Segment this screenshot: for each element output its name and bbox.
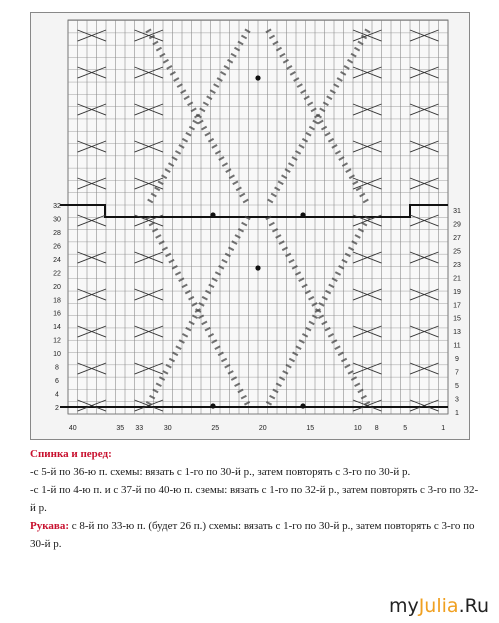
- col-label-bottom: 35: [116, 425, 125, 432]
- row-label-right: 21: [453, 275, 461, 283]
- bobble-dot: [255, 75, 260, 80]
- col-label-bottom: 30: [163, 425, 172, 432]
- bobble-dot: [300, 212, 305, 217]
- row-label-left: 10: [53, 351, 61, 359]
- watermark-suffix: .Ru: [458, 595, 489, 617]
- row-label-left: 12: [53, 337, 61, 345]
- col-label-bottom: 25: [211, 425, 220, 432]
- row-label-right: 19: [453, 288, 461, 296]
- row-label-left: 6: [55, 378, 59, 386]
- section1-line2: -с 1-й по 4-ю п. и с 37-й по 40-ю п. сземы: вязать с 1-го по 32-й р., затем повторять с 3-го по 32-й р.: [30, 484, 479, 514]
- row-label-left: 24: [53, 256, 61, 264]
- col-label-bottom: 1: [441, 425, 446, 432]
- row-label-right: 11: [453, 342, 461, 350]
- bobble-dot: [300, 403, 305, 408]
- row-label-left: 26: [53, 243, 61, 251]
- row-label-right: 7: [455, 369, 459, 377]
- row-label-right: 15: [453, 315, 461, 323]
- row-label-right: 13: [453, 329, 461, 337]
- row-label-left: 32: [53, 203, 61, 210]
- row-label-left: 4: [55, 391, 59, 399]
- row-label-right: 25: [453, 248, 461, 256]
- row-label-left: 2: [55, 405, 59, 412]
- watermark-prefix: my: [388, 595, 419, 617]
- col-label-bottom: 20: [258, 425, 267, 432]
- bobble-dot: [210, 403, 215, 408]
- row-label-left: 8: [55, 364, 59, 372]
- row-label-left: 28: [53, 229, 61, 237]
- row-label-right: 3: [455, 396, 459, 404]
- site-watermark: [389, 595, 489, 617]
- row-label-left: 20: [53, 283, 61, 291]
- row-label-right: 1: [455, 410, 459, 417]
- row-label-left: 22: [53, 270, 61, 278]
- row-label-right: 29: [453, 221, 461, 229]
- row-label-left: 18: [53, 297, 61, 305]
- row-label-right: 27: [453, 234, 461, 242]
- row-label-right: 23: [453, 261, 461, 269]
- instructions: [30, 445, 480, 553]
- row-label-right: 31: [453, 208, 461, 215]
- col-label-bottom: 33: [135, 425, 144, 432]
- watermark-accent: Julia: [418, 595, 459, 617]
- section1-header: Спинка и перед:: [30, 448, 112, 460]
- col-label-bottom: 10: [353, 425, 362, 432]
- col-label-bottom: 5: [403, 425, 408, 432]
- col-label-bottom: 40: [68, 425, 77, 432]
- row-label-left: 30: [53, 216, 61, 224]
- col-label-bottom: 15: [306, 425, 315, 432]
- section2-text: с 8-й по 33-ю п. (будет 26 п.) схемы: вязать с 1-го по 30-й р., затем повторять с 3-го по 30-й р.: [30, 520, 475, 550]
- col-label-bottom: 8: [374, 425, 379, 432]
- row-label-right: 9: [455, 356, 459, 364]
- row-label-left: 16: [53, 310, 61, 318]
- row-label-left: 14: [53, 324, 61, 332]
- section1-line1: -с 5-й по 36-ю п. схемы: вязать с 1-го по 30-й р., затем повторять с 3-го по 30-й р.: [30, 466, 411, 478]
- bobble-dot: [210, 212, 215, 217]
- row-label-right: 5: [455, 383, 459, 391]
- bobble-dot: [255, 265, 260, 270]
- row-label-right: 17: [453, 302, 461, 310]
- section2-header: Рукава:: [30, 520, 69, 532]
